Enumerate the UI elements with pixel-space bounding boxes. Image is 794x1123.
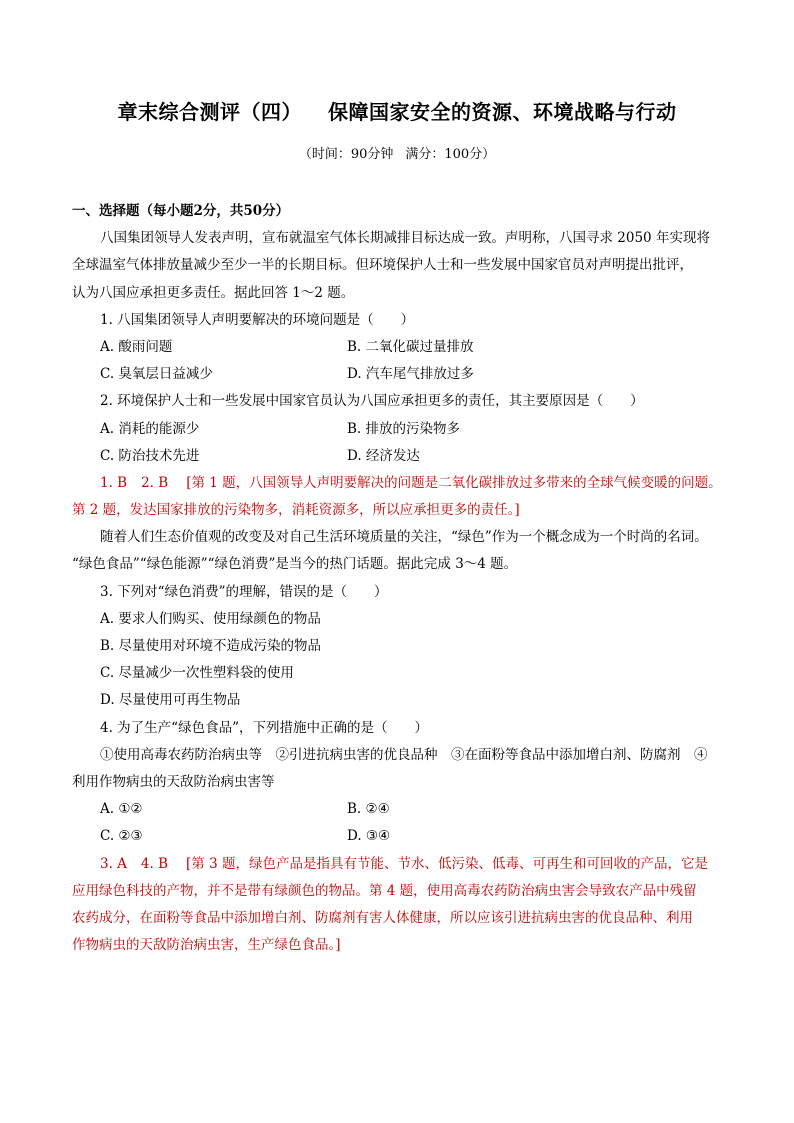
answer-explanation-line: 作物病虫的天敌防治病虫害，生产绿色食品。] <box>72 937 341 954</box>
question-3-option-d: D. 尽量使用可再生物品 <box>100 692 241 709</box>
question-3-option-a: A. 要求人们购买、使用绿颜色的物品 <box>100 610 321 627</box>
question-1-option-b: B. 二氧化碳过量排放 <box>347 338 474 355</box>
answer-explanation-line: 第 2 题，发达国家排放的污染物多，消耗资源多，所以应承担更多的责任。] <box>72 502 520 519</box>
question-3-option-b: B. 尽量使用对环境不造成污染的物品 <box>100 638 322 654</box>
question-1-options-row <box>72 361 726 388</box>
title-part-1: 章末综合测评（四） <box>117 100 302 124</box>
question-1-option-c: C. 臭氧层日益减少 <box>100 366 213 383</box>
title-part-2: 保障国家安全的资源、环境战略与行动 <box>328 100 677 124</box>
question-2-options-row <box>72 443 726 470</box>
answer-1-2 <box>72 470 726 497</box>
answer-explanation-line: 应用绿色科技的产物，并不是带有绿颜色的物品。第 4 题，使用高毒农药防治病虫害会导致农产品中残留 <box>72 882 697 899</box>
answer-3-4 <box>72 851 726 878</box>
section-heading: 一、选择题（每小题2分，共50分） <box>72 203 290 219</box>
answer-explanation-line: [第 3 题，绿色产品是指具有节能、节水、低污染、低毒、可再生和可回收的产品，它是 <box>186 855 708 872</box>
question-2-option-d: D. 经济发达 <box>347 447 420 464</box>
question-1-stem: 1. 八国集团领导人声明要解决的环境问题是（ ） <box>100 311 415 328</box>
question-1-options-row <box>72 334 726 361</box>
page-title <box>0 96 794 125</box>
passage-1-line: 全球温室气体排放量减少至少一半的长期目标。但环境保护人士和一些发展中国家官员对声明提出批评， <box>72 257 693 274</box>
answer-key-3: 3. A <box>100 855 127 872</box>
question-2-options-row <box>72 416 726 443</box>
question-2-option-c: C. 防治技术先进 <box>100 447 200 464</box>
time-limit: （时间：90分钟 <box>298 147 394 162</box>
answer-key-2: 2. B <box>141 474 169 491</box>
passage-2-line: “绿色食品”“绿色能源”“绿色消费”是当今的热门话题。据此完成 3～4 题。 <box>72 556 518 573</box>
question-3-stem: 3. 下列对“绿色消费”的理解，错误的是（ ） <box>100 583 388 600</box>
question-4-items-line: 利用作物病虫的天敌防治病虫害等 <box>72 773 275 790</box>
document-body <box>72 198 726 959</box>
question-2-option-b: B. 排放的污染物多 <box>347 420 461 437</box>
passage-1-line: 八国集团领导人发表声明，宣布就温室气体长期减排目标达成一致。声明称，八国寻求 2050 年实现将 <box>100 230 710 247</box>
answer-explanation-line: 农药成分，在面粉等食品中添加增白剂、防腐剂有害人体健康，所以应该引进抗病虫害的优良品种、利用 <box>72 909 693 926</box>
question-3-option-c: C. 尽量减少一次性塑料袋的使用 <box>100 665 294 682</box>
question-4-options-row <box>72 796 726 823</box>
question-4-stem: 4. 为了生产“绿色食品”，下列措施中正确的是（ ） <box>100 719 428 736</box>
full-score: 满分：100分） <box>405 147 496 162</box>
question-4-options-row <box>72 823 726 850</box>
question-1-option-a: A. 酸雨问题 <box>100 338 173 355</box>
passage-1-line: 认为八国应承担更多责任。据此回答 1～2 题。 <box>72 284 355 301</box>
answer-key-4: 4. B <box>140 855 169 872</box>
answer-key-1: 1. B <box>100 474 128 491</box>
question-4-option-d: D. ③④ <box>347 828 391 845</box>
question-2-stem: 2. 环境保护人士和一些发展中国家官员认为八国应承担更多的责任，其主要原因是（ ） <box>100 393 644 410</box>
question-4-option-b: B. ②④ <box>347 801 390 818</box>
question-4-option-c: C. ②③ <box>100 828 143 845</box>
question-2-option-a: A. 消耗的能源少 <box>100 420 200 437</box>
question-4-option-a: A. ①② <box>100 801 143 818</box>
exam-info <box>0 143 794 162</box>
question-1-option-d: D. 汽车尾气排放过多 <box>347 366 474 383</box>
passage-2-line: 随着人们生态价值观的改变及对自己生活环境质量的关注，“绿色”作为一个概念成为一个时尚的名词。 <box>100 529 708 546</box>
question-4-items-line: ①使用高毒农药防治病虫等 ②引进抗病虫害的优良品种 ③在面粉等食品中添加增白剂、防腐剂 ④ <box>100 746 708 763</box>
answer-explanation-line: [第 1 题，八国领导人声明要解决的问题是二氧化碳排放过多带来的全球气候变暖的问题。 <box>186 474 722 491</box>
